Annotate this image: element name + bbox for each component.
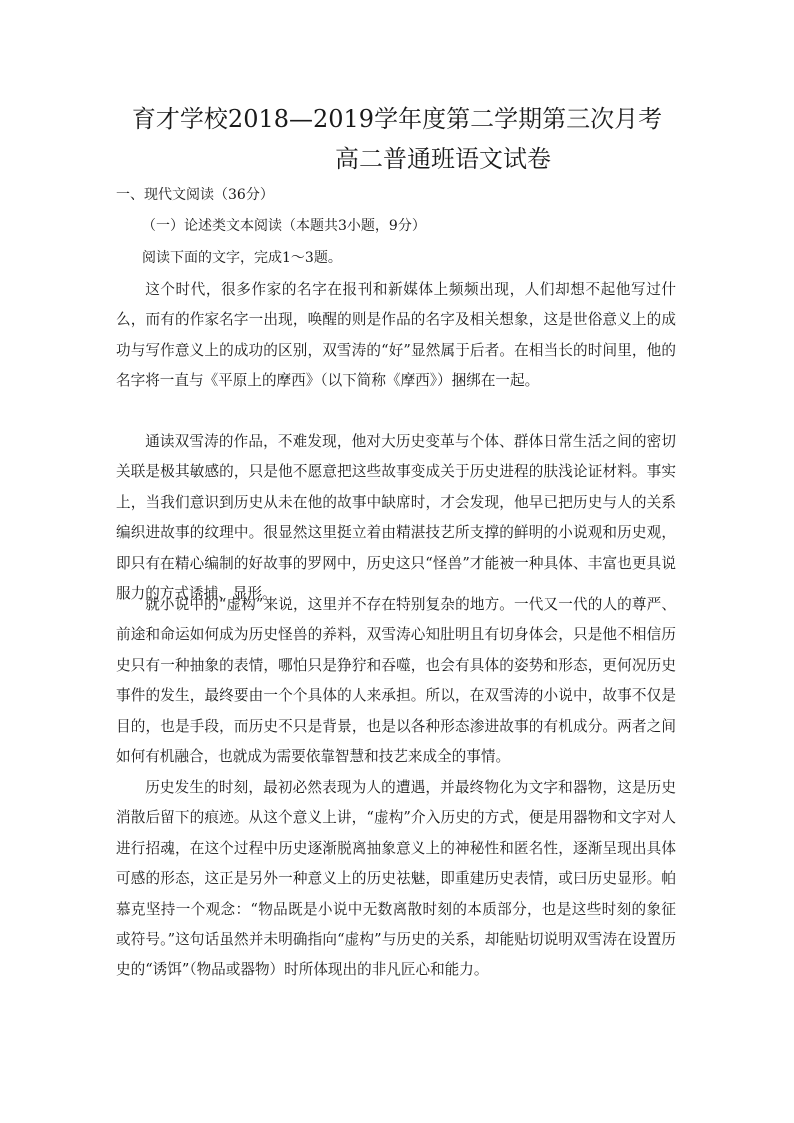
- passage-paragraph-4: 历史发生的时刻，最初必然表现为人的遭遇，并最终物化为文字和器物，这是历史消散后留下的痕迹。从这个意义上讲，“虚构”介入历史的方式，便是用器物和文字对人进行招魂，在这个过程中历史逐渐脱离抽象意义上的神秘性和匿名性，逐渐呈现出具体可感的形态，这正是另外一种意义上的历史祛魅，即重建历史表情，或曰历史显形。帕慕克坚持一个观念：“物品既是小说中无数离散时刻的本质部分，也是这些时刻的象征或符号。”这句话虽然并未明确指向“虚构”与历史的关系，却能贴切说明双雪涛在设置历史的“诱饵”（物品或器物）时所体现出的非凡匠心和能力。: [116, 779, 676, 979]
- subsection-heading: （一）论述类文本阅读（本题共3小题，9分）: [142, 218, 426, 234]
- reading-instruction: 阅读下面的文字，完成1～3题。: [142, 250, 342, 266]
- passage-paragraph-3: 就小说中的“虚构”来说，这里并不存在特别复杂的地方。一代又一代的人的尊严、前途和命运如何成为历史怪兽的养料，双雪涛心知肚明且有切身体会，只是他不相信历史只有一种抽象的表情，哪怕只是狰狞和吞噬，也会有具体的姿势和形态，更何况历史事件的发生，最终要由一个个具体的人来承担。所以，在双雪涛的小说中，故事不仅是目的，也是手段，而历史不只是背景，也是以各种形态渗进故事的有机成分。两者之间如何有机融合，也就成为需要依靠智慧和技艺来成全的事情。: [116, 596, 676, 766]
- exam-subtitle: 高二普通班语文试卷: [335, 145, 551, 173]
- passage-paragraph-2: 通读双雪涛的作品，不难发现，他对大历史变革与个体、群体日常生活之间的密切关联是极其敏感的，只是他不愿意把这些故事变成关于历史进程的肤浅论证材料。事实上，当我们意识到历史从未在他的故事中缺席时，才会发现，他早已把历史与人的关系编织进故事的纹理中。很显然这里挺立着由精湛技艺所支撑的鲜明的小说观和历史观，即只有在精心编制的好故事的罗网中，历史这只“怪兽”才能被一种具体、丰富也更具说服力的方式诱捕、显形。: [116, 433, 676, 603]
- section-heading: 一、现代文阅读（36分）: [116, 187, 274, 203]
- exam-title: 育才学校2018—2019学年度第二学期第三次月考: [131, 105, 663, 133]
- passage-paragraph-1: 这个时代，很多作家的名字在报刊和新媒体上频频出现，人们却想不起他写过什么，而有的作家名字一出现，唤醒的则是作品的名字及相关想象，这是世俗意义上的成功与写作意义上的成功的区别，双雪涛的“好”显然属于后者。在相当长的时间里，他的名字将一直与《平原上的摩西》（以下简称《摩西》）捆绑在一起。: [116, 281, 676, 390]
